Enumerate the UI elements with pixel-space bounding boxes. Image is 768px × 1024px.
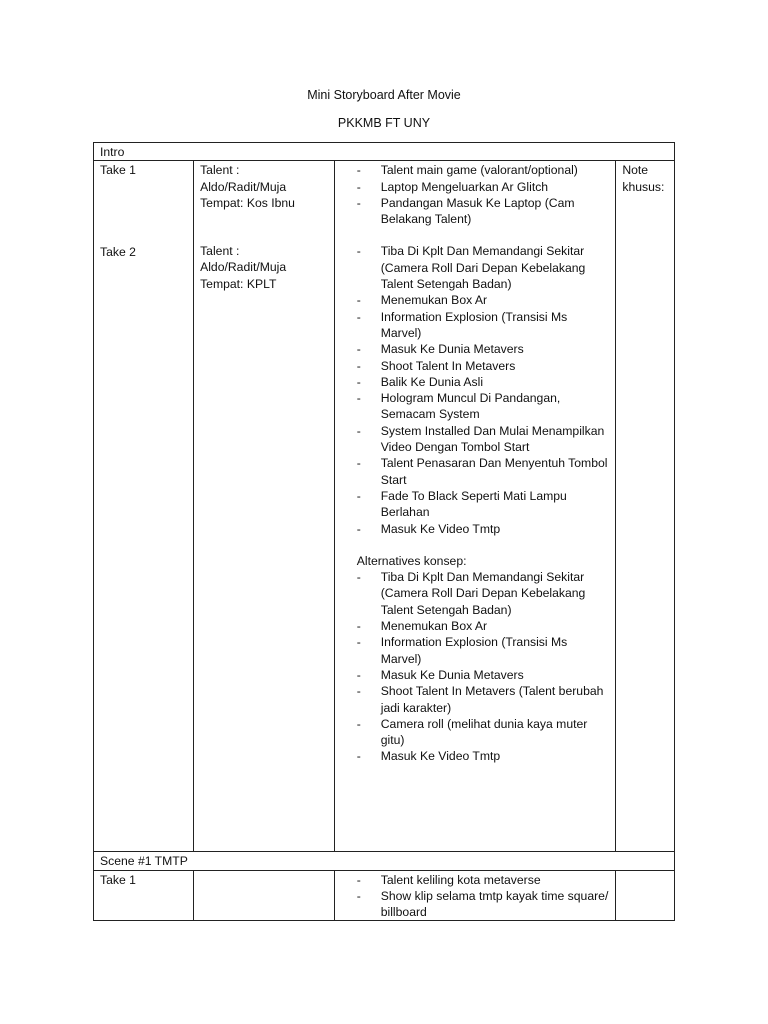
action-item: - Pandangan Masuk Ke Laptop (Cam Belakang Talent) xyxy=(357,195,611,228)
alternative-item: - Tiba Di Kplt Dan Memandangi Sekitar (Camera Roll Dari Depan Kebelakang Talent Setengah Badan) xyxy=(357,569,611,618)
action-item: - Talent main game (valorant/optional) xyxy=(357,162,611,178)
storyboard-table xyxy=(93,142,675,921)
action-item: - Balik Ke Dunia Asli xyxy=(357,374,611,390)
take2-place: Tempat: KPLT xyxy=(200,276,277,291)
action-item: - Show klip selama tmtp kayak time square/ billboard xyxy=(357,888,611,921)
note-cell xyxy=(616,161,675,852)
action-item: - Hologram Muncul Di Pandangan, Semacam System xyxy=(357,390,611,423)
scene1-action-list xyxy=(357,872,611,921)
action-item: - Information Explosion (Transisi Ms Marvel) xyxy=(357,309,611,342)
take1-label: Take 1 xyxy=(100,163,136,178)
take1-place: Tempat: Kos Ibnu xyxy=(200,195,295,210)
take1-action-list xyxy=(357,162,611,227)
take1-talent-names: Aldo/Radit/Muja xyxy=(200,179,287,194)
scene1-take1-label: Take 1 xyxy=(94,870,194,921)
alternative-item: - Shoot Talent In Metavers (Talent berubah jadi karakter) xyxy=(357,683,611,716)
scene1-take1-row xyxy=(94,870,675,921)
document-title: Mini Storyboard After Movie xyxy=(307,88,461,102)
scene1-note-cell xyxy=(616,870,675,921)
action-item: - Tiba Di Kplt Dan Memandangi Sekitar (Camera Roll Dari Depan Kebelakang Talent Setengah Badan) xyxy=(357,243,611,292)
alternative-item: - Masuk Ke Dunia Metavers xyxy=(357,667,611,683)
action-item: - Shoot Talent In Metavers xyxy=(357,358,611,374)
alternative-item: - Camera roll (melihat dunia kaya muter gitu) xyxy=(357,716,611,749)
scene1-actions-cell xyxy=(334,870,616,921)
take-labels-cell xyxy=(94,161,194,852)
action-item: - Menemukan Box Ar xyxy=(357,292,611,308)
action-item: - Talent Penasaran Dan Menyentuh Tombol Start xyxy=(357,455,611,488)
alternative-item: - Information Explosion (Transisi Ms Marvel) xyxy=(357,634,611,667)
alternatives-label: Alternatives konsep: xyxy=(356,553,467,568)
take2-action-list xyxy=(357,243,611,536)
scene1-header-row xyxy=(94,852,675,870)
actions-cell xyxy=(334,161,616,852)
intro-section-label: Intro xyxy=(94,143,675,161)
alternative-item: - Masuk Ke Video Tmtp xyxy=(357,748,611,764)
alternative-item: - Menemukan Box Ar xyxy=(357,618,611,634)
action-item: - Fade To Black Seperti Mati Lampu Berlahan xyxy=(357,488,611,521)
note-label: Note khusus: xyxy=(622,163,665,194)
take1-talent-label: Talent : xyxy=(200,163,240,178)
take2-talent-names: Aldo/Radit/Muja xyxy=(200,260,287,275)
scene1-section-label: Scene #1 TMTP xyxy=(94,852,675,870)
action-item: - Laptop Mengeluarkan Ar Glitch xyxy=(357,179,611,195)
document-subtitle: PKKMB FT UNY xyxy=(337,116,431,130)
action-item: - Masuk Ke Video Tmtp xyxy=(357,521,611,537)
action-item: - System Installed Dan Mulai Menampilkan Video Dengan Tombol Start xyxy=(357,423,611,456)
intro-header-row xyxy=(94,143,675,161)
take2-talent-label: Talent : xyxy=(200,244,240,259)
intro-takes-row xyxy=(94,161,675,852)
take2-label: Take 2 xyxy=(100,244,136,259)
scene1-talent-cell xyxy=(194,870,335,921)
alternatives-list xyxy=(357,569,611,765)
talent-cell xyxy=(194,161,335,852)
action-item: - Talent keliling kota metaverse xyxy=(357,872,611,888)
action-item: - Masuk Ke Dunia Metavers xyxy=(357,341,611,357)
